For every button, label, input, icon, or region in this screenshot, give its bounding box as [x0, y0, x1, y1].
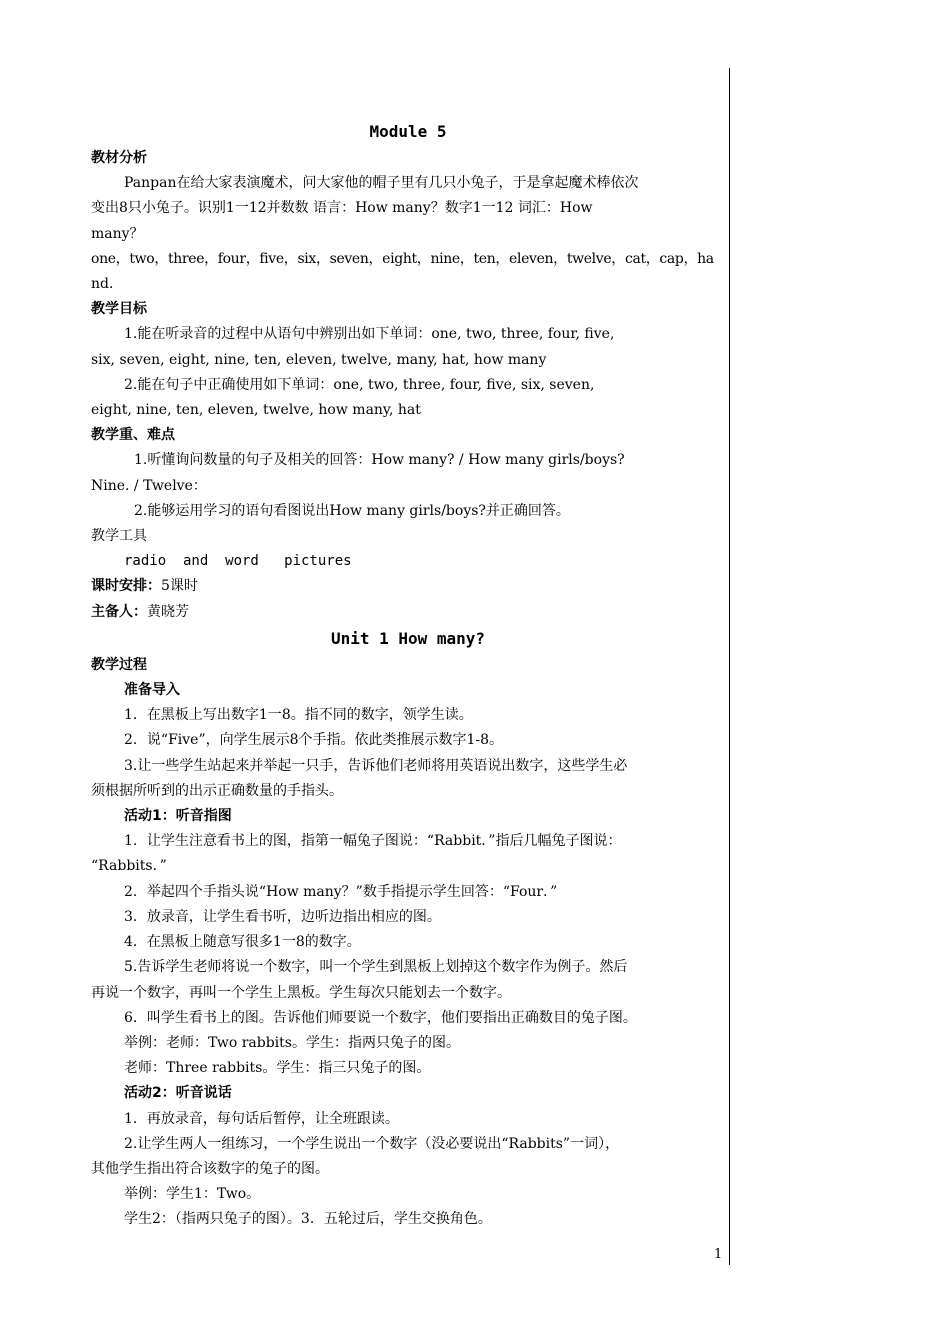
key-points-heading: 教学重、难点 — [91, 427, 175, 444]
activity2-line: 学生2：（指两只兔子的图）。3．五轮过后，学生交换角色。 — [124, 1211, 492, 1228]
activity1-line: 3．放录音，让学生看书听，边听边指出相应的图。 — [124, 908, 441, 925]
key-points-line: Nine. / Twelve： — [91, 477, 207, 494]
activity1-line: “Rabbits．” — [91, 858, 167, 875]
activity1-line: 6．叫学生看书上的图。告诉他们师要说一个数字，他们要指出正确数目的兔子图。 — [124, 1009, 637, 1026]
activity2-line: 举例：学生1：Two。 — [124, 1186, 261, 1203]
unit-title: Unit 1 How many? — [330, 628, 486, 648]
intro-heading: 准备导入 — [124, 682, 180, 699]
activity2-line: 2.让学生两人一组练习，一个学生说出一个数字（没必要说出“Rabbits”一词）， — [124, 1135, 620, 1152]
key-points-line: 1.听懂询问数量的句子及相关的回答：How many? / How many girls/boys? — [134, 452, 625, 469]
preparer-label: 主备人： — [91, 603, 147, 620]
key-points-line: 2.能够运用学习的语句看图说出How many girls/boys?并正确回答。 — [134, 502, 570, 519]
activity1-heading: 活动1：听音指图 — [124, 808, 232, 825]
schedule-value: 5课时 — [161, 578, 198, 595]
activity2-heading: 活动2：听音说话 — [124, 1085, 232, 1102]
analysis-line: one，two，three，four，five，six，seven，eight，nine，ten，eleven，twelve，cat，cap，ha — [91, 250, 714, 267]
schedule-label: 课时安排： — [91, 578, 161, 595]
activity2-line: 其他学生指出符合该数字的兔子的图。 — [91, 1160, 329, 1177]
intro-line: 须根据所听到的出示正确数量的手指头。 — [91, 782, 343, 799]
activity1-line: 2．举起四个手指头说“How many？”数手指提示学生回答：“Four．” — [124, 883, 558, 900]
analysis-line: many？ — [91, 225, 144, 242]
analysis-heading: 教材分析 — [91, 150, 147, 166]
activity1-line: 举例：老师：Two rabbits。学生：指两只兔子的图。 — [124, 1034, 460, 1051]
goals-heading: 教学目标 — [91, 301, 147, 318]
module-title: Module 5 — [369, 122, 447, 141]
preparer-value: 黄晓芳 — [147, 603, 189, 620]
preparer-row — [91, 600, 725, 625]
activity1-line: 5.告诉学生老师将说一个数字，叫一个学生到黑板上划掉这个数字作为例子。然后 — [124, 959, 628, 976]
goals-line: 1.能在听录音的过程中从语句中辨别出如下单词：one, two, three, four, five, — [124, 326, 615, 343]
analysis-line: Panpan在给大家表演魔术，问大家他的帽子里有几只小兔子，于是拿起魔术棒依次 — [124, 175, 639, 192]
activity1-line: 1．让学生注意看书上的图，指第一幅兔子图说：“Rabbit．”指后几幅兔子图说： — [124, 833, 622, 850]
margin-line — [729, 68, 730, 1265]
activity1-line: 老师：Three rabbits。学生：指三只兔子的图。 — [124, 1060, 431, 1077]
intro-line: 2．说“Five”，向学生展示8个手指。依此类推展示数字1-8。 — [124, 732, 504, 749]
tools-heading: 教学工具 — [91, 528, 147, 545]
tools-value: radio and word pictures — [124, 553, 352, 570]
page-number: 1 — [714, 1247, 723, 1262]
activity1-line: 再说一个数字，再叫一个学生上黑板。学生每次只能划去一个数字。 — [91, 984, 511, 1001]
activity1-line: 4．在黑板上随意写很多1一8的数字。 — [124, 934, 361, 951]
process-heading: 教学过程 — [91, 656, 147, 673]
goals-line: eight, nine, ten, eleven, twelve, how many, hat — [91, 402, 421, 419]
analysis-line: nd. — [91, 276, 114, 293]
document-body — [91, 118, 725, 1233]
goals-line: 2.能在句子中正确使用如下单词：one, two, three, four, five, six, seven, — [124, 376, 595, 393]
goals-line: six, seven, eight, nine, ten, eleven, twelve, many, hat, how many — [91, 351, 547, 368]
intro-line: 3.让一些学生站起来并举起一只手，告诉他们老师将用英语说出数字，这些学生必 — [124, 757, 628, 774]
intro-line: 1．在黑板上写出数字1一8。指不同的数字，领学生读。 — [124, 707, 473, 724]
analysis-line: 变出8只小兔子。识别1一12并数数 语言：How many？数字1一12 词汇：How — [91, 200, 593, 217]
activity2-line: 1．再放录音，每句话后暂停，让全班跟读。 — [124, 1110, 399, 1127]
schedule-row — [91, 574, 725, 599]
